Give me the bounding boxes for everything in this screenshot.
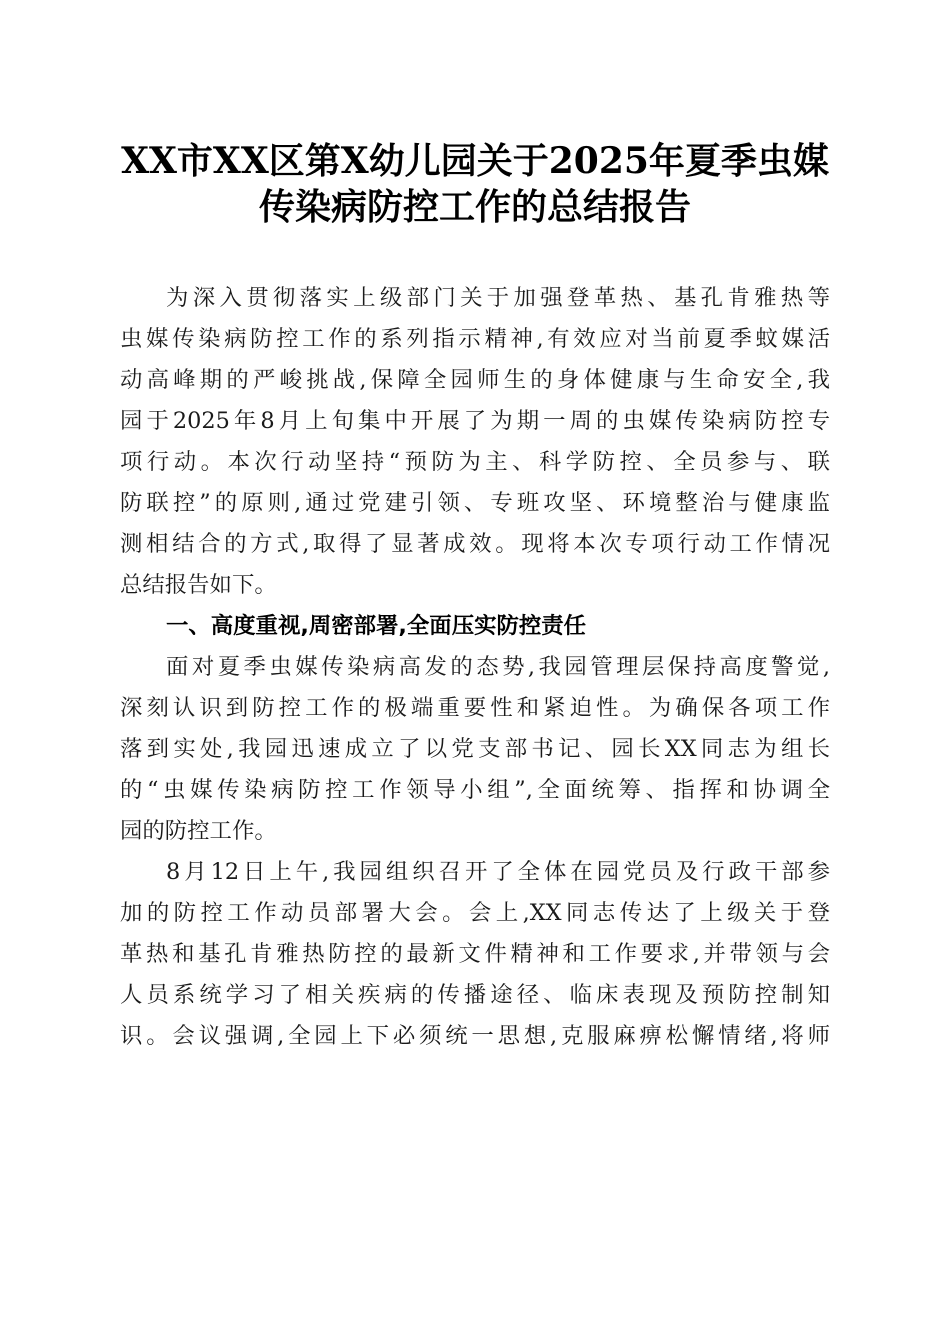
document-title: [110, 138, 840, 230]
text-line: 人员系统学习了相关疾病的传播途径、临床表现及预防控制知: [120, 982, 830, 1008]
text-line: 测相结合的方式,取得了显著成效。现将本次专项行动工作情况: [120, 531, 830, 557]
text-line: 园的防控工作。: [120, 818, 277, 844]
text-line: 项行动。本次行动坚持“预防为主、科学防控、全员参与、联: [120, 449, 830, 475]
text-line: 的“虫媒传染病防控工作领导小组”,全面统筹、指挥和协调全: [120, 777, 830, 803]
document-body: [120, 278, 830, 1057]
paragraph-leadership: [120, 647, 830, 852]
text-line: 8月12日上午,我园组织召开了全体在园党员及行政干部参: [166, 859, 830, 885]
text-line: 落到实处,我园迅速成立了以党支部书记、园长XX同志为组长: [120, 736, 830, 762]
text-line: 加的防控工作动员部署大会。会上,XX同志传达了上级关于登: [120, 900, 830, 926]
text-line: 面对夏季虫媒传染病高发的态势,我园管理层保持高度警觉,: [166, 654, 830, 680]
text-line: 革热和基孔肯雅热防控的最新文件精神和工作要求,并带领与会: [120, 941, 830, 967]
section-heading: 一、高度重视,周密部署,全面压实防控责任: [166, 613, 587, 639]
text-line: 防联控”的原则,通过党建引领、专班攻坚、环境整治与健康监: [120, 490, 830, 516]
text-line: 识。会议强调,全园上下必须统一思想,克服麻痹松懈情绪,将师: [120, 1023, 830, 1049]
paragraph-meeting: [120, 852, 830, 1057]
text-line: 园于2025年8月上旬集中开展了为期一周的虫媒传染病防控专: [120, 408, 830, 434]
title-line-1: XX市XX区第X幼儿园关于2025年夏季虫媒: [121, 140, 829, 182]
text-line: 深刻认识到防控工作的极端重要性和紧迫性。为确保各项工作: [120, 695, 830, 721]
text-line: 总结报告如下。: [120, 572, 277, 598]
title-line-2: 传染病防控工作的总结报告: [258, 186, 691, 228]
paragraph-intro: [120, 278, 830, 606]
text-line: 为深入贯彻落实上级部门关于加强登革热、基孔肯雅热等: [166, 285, 830, 311]
text-line: 动高峰期的严峻挑战,保障全园师生的身体健康与生命安全,我: [120, 367, 830, 393]
text-line: 虫媒传染病防控工作的系列指示精神,有效应对当前夏季蚊媒活: [120, 326, 830, 352]
